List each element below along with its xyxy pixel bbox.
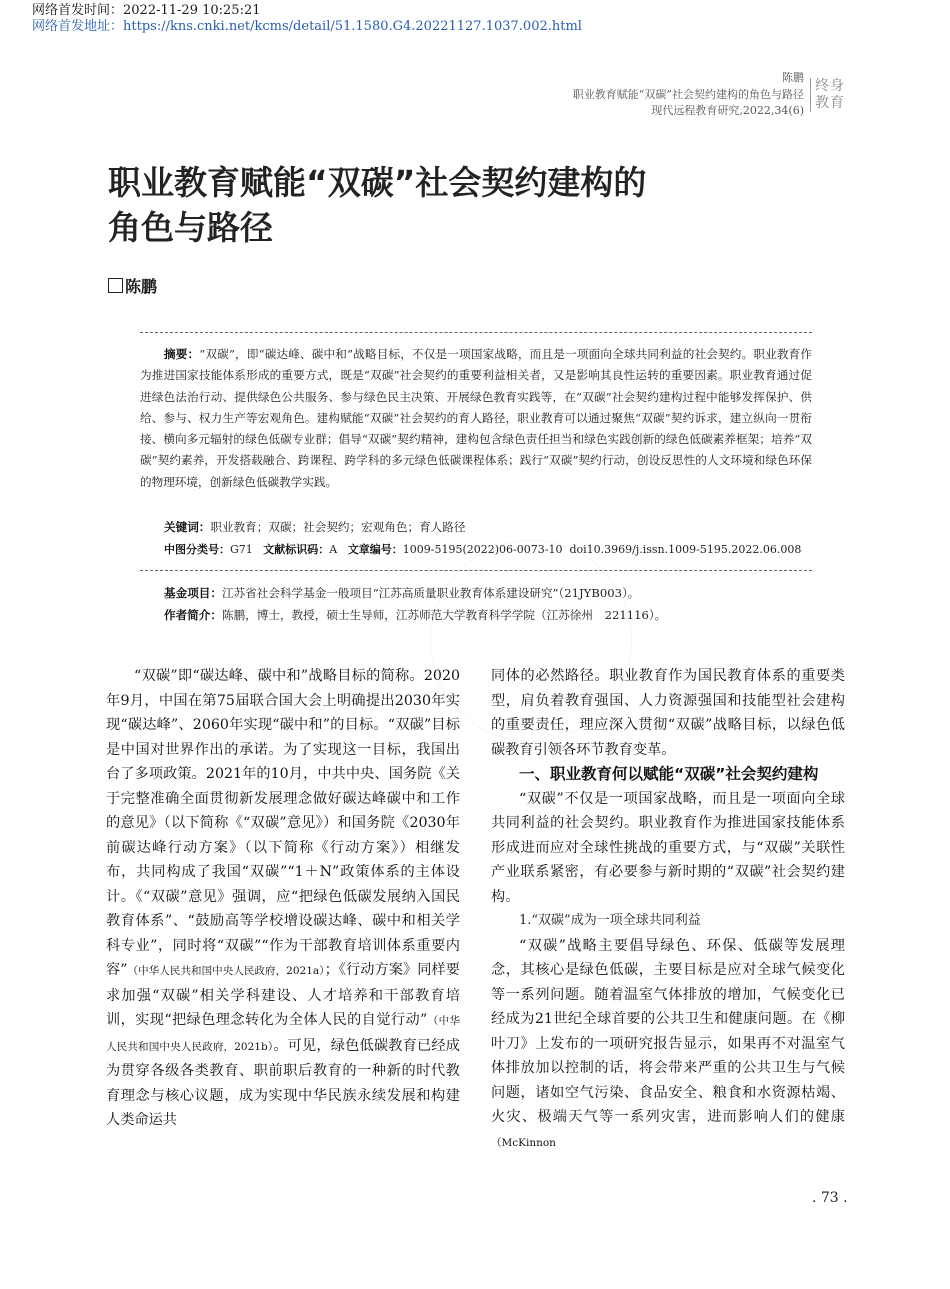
keywords-text: 职业教育；双碳；社会契约；宏观角色；育人路径 — [210, 520, 466, 534]
section-heading: 一、职业教育何以赋能“双碳”社会契约建构 — [519, 765, 819, 783]
paragraph-text: 。可见，绿色低碳教育已经成为贯穿各级各类教育、职前职后教育的一种新的时代教育理念与核心议题，成为实现中华民族永续发展和构建人类命运共 — [106, 1037, 460, 1128]
network-time-value: 2022-11-29 10:25:21 — [123, 3, 261, 18]
citation: （中华人民共和国中央人民政府，2021a） — [127, 965, 325, 977]
article-number-label: 文章编号： — [347, 543, 403, 556]
clc-value: G71 — [230, 543, 253, 556]
journal-brand-mark — [810, 78, 845, 112]
doi: doi10.3969/j.issn.1009-5195.2022.06.008 — [569, 543, 802, 556]
network-address-label: 网络首发地址： — [32, 19, 124, 34]
paragraph — [106, 664, 460, 1133]
citation: （McKinnon — [491, 1136, 556, 1149]
title-line-2: 角色与路径 — [108, 208, 273, 247]
article-title — [108, 160, 828, 250]
body-column-left — [106, 664, 460, 1133]
body-column-right — [491, 664, 845, 1155]
doc-code-label: 文献标识码： — [263, 543, 330, 556]
author-line — [108, 274, 157, 297]
paragraph: “双碳”不仅是一项国家战略，而且是一项面向全球共同利益的社会契约。职业教育作为推进国家技能体系形成进而应对全球性挑战的重要方式，与“双碳”关联性产业联系紧密，有必要参与新时期的“双碳”社会契约建构。 — [491, 790, 845, 905]
abstract-text: “双碳”，即“碳达峰、碳中和”战略目标，不仅是一项国家战略，而且是一项面向全球共同利益的社会契约。职业教育作为推进国家技能体系形成的重要方式，既是“双碳”社会契约的重要利益相关者，又是影响其良性运转的重要因素。职业教育通过促进绿色法治行动、提供绿色公共服务、参与绿色民主决策、开展绿色教育实践等，在“双碳”社会契约建构过程中能够发挥保护、供给、参与、权力生产等宏观角色。建构赋能“双碳”社会契约的育人路径，职业教育可以通过聚焦“双碳”契约诉求，建立纵向一贯衔接、横向多元辐射的绿色低碳专业群；倡导“双碳”契约精神，建构包含绿色责任担当和绿色实践创新的绿色低碳素养框架；培养“双碳”契约素养，开发搭载融合、跨课程、跨学科的多元绿色低碳课程体系；践行“双碳”契约行动，创设反思性的人文环境和绿色环保的物理环境，创新绿色低碳教学实践。 — [140, 347, 812, 489]
article-number-value: 1009-5195(2022)06-0073-10 — [402, 543, 563, 556]
paragraph — [491, 934, 845, 1156]
page-number: . 73 . — [812, 1190, 848, 1206]
network-address-link[interactable]: https://kns.cnki.net/kcms/detail/51.1580.G4.20221127.1037.002.html — [123, 19, 582, 34]
paragraph: 同体的必然路径。职业教育作为国民教育体系的重要类型，肩负着教育强国、人力资源强国和技能型社会建构的重要责任，理应深入贯彻“双碳”战略目标，以绿色低碳教育引领各环节教育变革。 — [491, 668, 845, 758]
paragraph-text: “双碳”战略主要倡导绿色、环保、低碳等发展理念，其核心是绿色低碳，主要目标是应对全球气候变化等一系列问题。随着温室气体排放的增加，气候变化已经成为21世纪全球首要的公共卫生和健康问题。在《柳叶刀》上发布的一项研究报告显示，如果再不对温室气体排放加以控制的话，将会带来严重的公共卫生与气候问题，诸如空气污染、食品安全、粮食和水资源枯竭、火灾、极端天气等一系列灾害，进而影响人们的健康 — [491, 937, 845, 1125]
doc-code-value: A — [329, 543, 338, 556]
clc-label: 中图分类号： — [164, 543, 230, 556]
brand-line-1: 终身 — [815, 78, 845, 94]
abstract — [140, 344, 812, 493]
bio-label: 作者简介： — [164, 608, 222, 622]
running-head-article: 职业教育赋能“双碳”社会契约建构的角色与路径 — [572, 87, 804, 101]
divider-top — [140, 332, 812, 333]
keywords — [164, 517, 465, 537]
network-time-label: 网络首发时间： — [32, 3, 124, 18]
citation: （中华人民共和国中央人民政府，2021b） — [106, 1015, 461, 1053]
abstract-label: 摘要： — [164, 347, 200, 361]
title-line-1: 职业教育赋能“双碳”社会契约建构的 — [108, 163, 647, 202]
fund-text: 江苏省社会科学基金一般项目“江苏高质量职业教育体系建设研究”（21JYB003）。 — [221, 586, 640, 600]
brand-line-2: 教育 — [815, 95, 845, 111]
author-name: 陈鹏 — [125, 277, 158, 296]
running-head-journal: 现代远程教育研究,2022,34(6) — [651, 104, 804, 117]
paragraph-text: “双碳”即“碳达峰、碳中和”战略目标的简称。2020年9月，中国在第75届联合国大会上明确提出2030年实现“碳达峰”、2060年实现“碳中和”的目标。“双碳”目标是中国对世界作出的承诺。为了实现这一目标，我国出台了多项政策。2021年的10月，中共中央、国务院《关于完整准确全面贯彻新发展理念做好碳达峰碳中和工作的意见》（以下简称《“双碳”意见》）和国务院《2030年前碳达峰行动方案》（以下简称《行动方案》）相继发布，共同构成了我国“双碳”“1＋N”政策体系的主体设计。《“双碳”意见》强调，应“把绿色低碳发展纳入国民教育体系”、“鼓励高等学校增设碳达峰、碳中和相关学科专业”，同时将“双碳”“作为干部教育培训体系重要内容” — [106, 668, 460, 978]
keywords-label: 关键词： — [164, 520, 211, 534]
paragraph-text: ；《行动方案》同样要求加强“双碳”相关学科建设、人才培养和干部教育培训，实现“把绿色理念转化为全体人民的自觉行动” — [106, 962, 460, 1028]
network-first-time — [32, 3, 261, 19]
network-first-address — [32, 19, 582, 35]
subsection-heading: 1.“双碳”成为一项全球共同利益 — [519, 913, 701, 928]
running-head — [573, 70, 804, 120]
bio-text: 陈鹏，博士，教授，硕士生导师，江苏师范大学教育科学学院（江苏徐州 221116）。 — [221, 608, 667, 622]
fund-label: 基金项目： — [164, 586, 222, 600]
running-head-author: 陈鹏 — [782, 71, 804, 84]
square-icon — [108, 278, 123, 293]
